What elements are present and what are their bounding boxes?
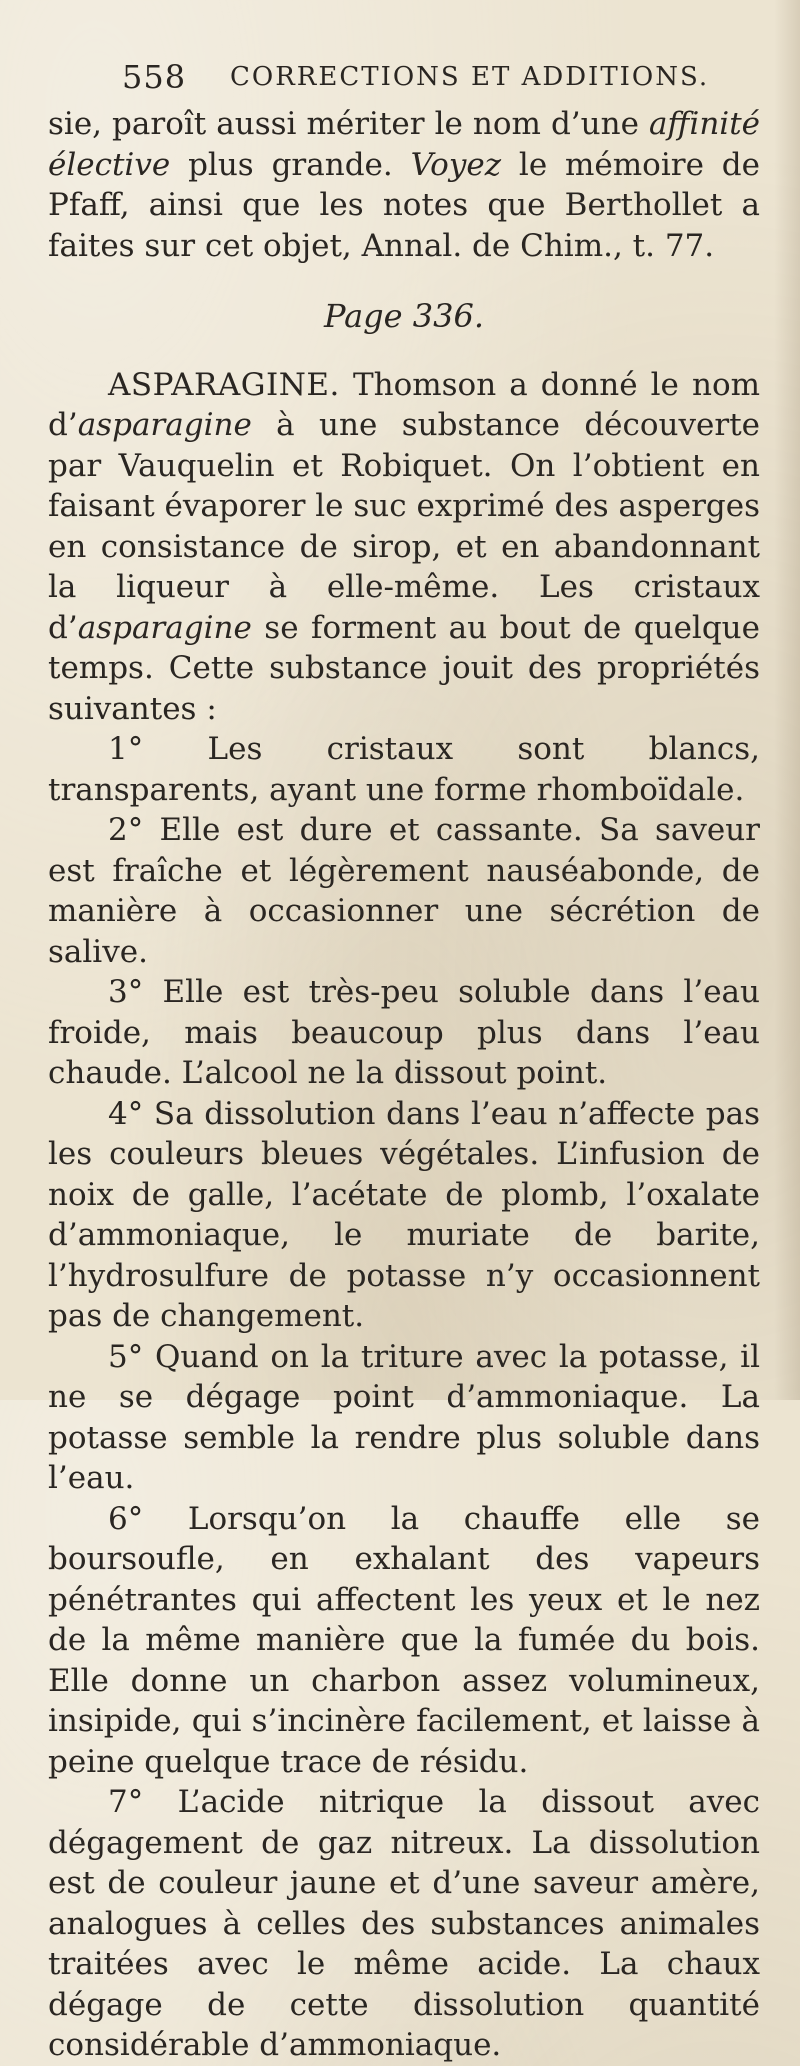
page-number: 558 xyxy=(122,58,187,96)
entry-paragraph xyxy=(48,365,760,730)
property-item-2: 2° Elle est dure et cassante. Sa saveur est fraîche et légèrement nauséabonde, de manière à occasionner une sécrétion de salive. xyxy=(48,812,760,970)
running-head xyxy=(48,58,760,104)
property-item-1: 1° Les cristaux sont blancs, transparents, ayant une forme rhomboïdale. xyxy=(48,731,760,808)
entry-text-a: Thomson a donné le nom d’ xyxy=(48,366,760,443)
intro-emphasis: affinité élective xyxy=(48,106,760,183)
section-subhead: Page 336. xyxy=(323,297,484,335)
property-item-7: 7° L’acide nitrique la dissout avec dégagement de gaz nitreux. La dissolution est de couleur jaune et d’une saveur amère, analogues à celles des substances animales traitées avec le même acide. La chaux dégage de cette dissolution quantité considérable d’ammoniaque. xyxy=(48,1784,760,2063)
entry-text-b: à une substance découverte par Vauquelin et Robiquet. On l’obtient en faisant évaporer le suc exprimé des asperges en consistance de sirop, et en abandonnant la liqueur à elle-même. Les cristaux d’ xyxy=(48,407,760,646)
running-title: CORRECTIONS ET ADDITIONS. xyxy=(230,62,710,92)
property-item-3: 3° Elle est très-peu soluble dans l’eau froide, mais beaucoup plus dans l’eau chaude. L’alcool ne la dissout point. xyxy=(48,974,760,1091)
intro-text-2: plus grande. xyxy=(170,146,411,183)
entry-title: ASPARAGINE. xyxy=(108,366,340,403)
entry-text-c: se forment au bout de quelque temps. Cette substance jouit des propriétés suivantes : xyxy=(48,609,760,727)
property-item-6: 6° Lorsqu’on la chauffe elle se boursoufle, en exhalant des vapeurs pénétrantes qui affectent les yeux et le nez de la même manière que la fumée du bois. Elle donne un charbon assez volumineux, insipide, qui s’incinère facilement, et laisse à peine quelque trace de résidu. xyxy=(48,1500,760,1780)
page-edge-shadow xyxy=(774,0,800,1400)
entry-emphasis-2: asparagine xyxy=(77,609,252,646)
intro-voyez: Voyez xyxy=(410,146,502,183)
intro-text-3: le mémoire de Pfaff, ainsi que les notes que Berthollet a faites sur cet objet, Annal. de Chim., t. 77. xyxy=(48,146,760,264)
intro-text-1: sie, paroît aussi mériter le nom d’une xyxy=(48,106,649,142)
book-page xyxy=(48,58,760,2066)
intro-paragraph xyxy=(48,104,760,266)
entry-emphasis-1: asparagine xyxy=(77,407,252,443)
property-item-5: 5° Quand on la triture avec la potasse, il ne se dégage point d’ammoniaque. La potasse semble la rendre plus soluble dans l’eau. xyxy=(48,1338,760,1496)
property-item-4: 4° Sa dissolution dans l’eau n’affecte pas les couleurs bleues végétales. L’infusion de noix de galle, l’acétate de plomb, l’oxalate d’ammoniaque, le muriate de barite, l’hydrosulfure de potasse n’y occasionnent pas de changement. xyxy=(48,1095,760,1334)
body-text xyxy=(48,104,760,2066)
